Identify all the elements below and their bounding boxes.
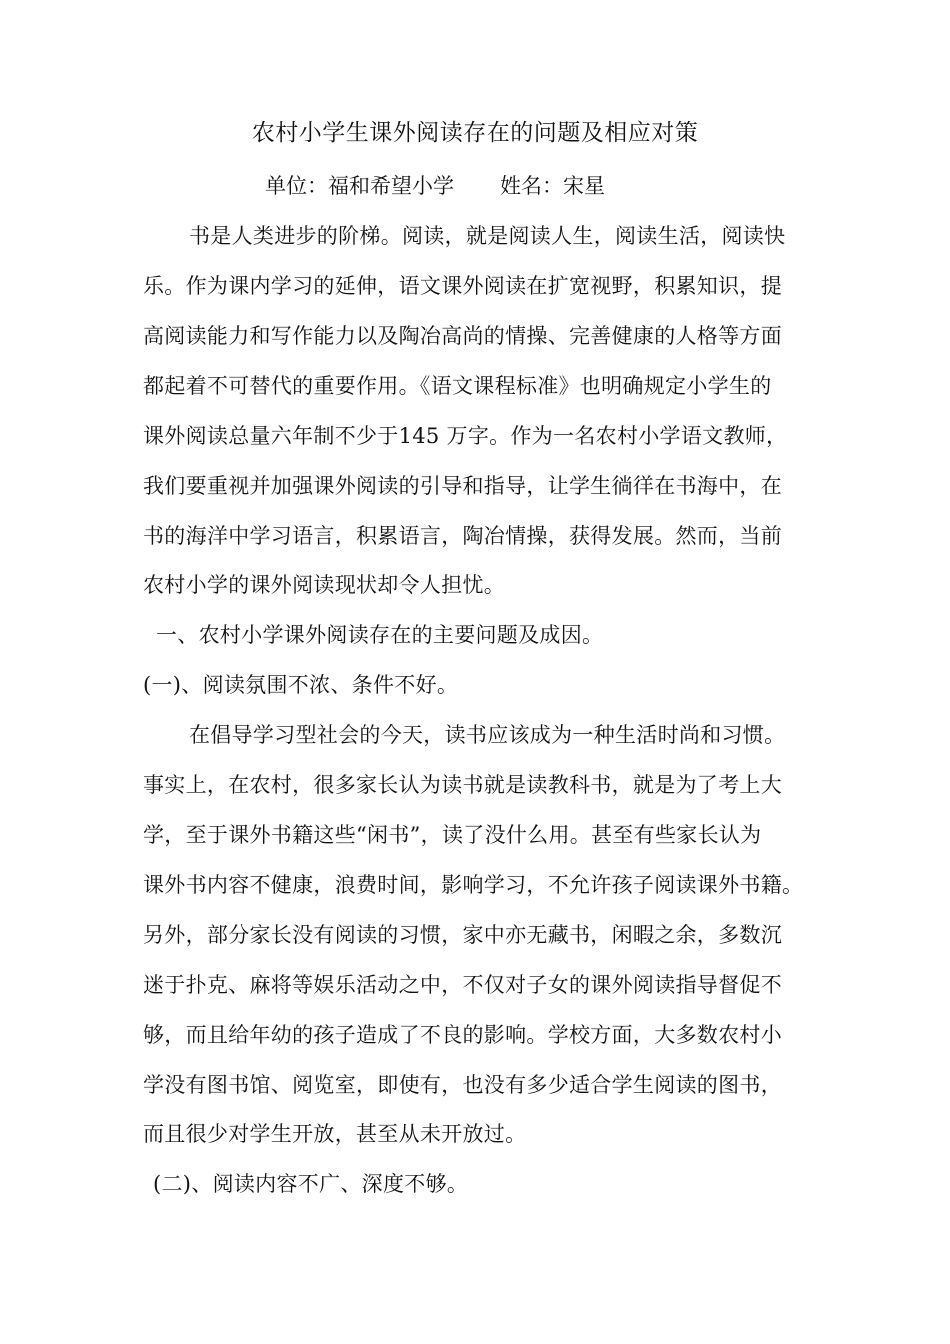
paragraph-line: 事实上，在农村，很多家长认为读书就是读教科书，就是为了考上大 [143, 773, 782, 797]
paragraph-line: 乐。作为课内学习的延伸，语文课外阅读在扩宽视野，积累知识，提 [143, 274, 782, 298]
paragraph-line: 学，至于课外书籍这些“闲书”，读了没什么用。甚至有些家长认为 [143, 823, 762, 847]
paragraph-line: 都起着不可替代的重要作用。《语文课程标准》也明确规定小学生的 [143, 374, 772, 398]
document-title: 农村小学生课外阅读存在的问题及相应对策 [251, 120, 699, 146]
paragraph-line: 书是人类进步的阶梯。阅读，就是阅读人生，阅读生活，阅读快 [189, 224, 786, 248]
subsection-heading: (一)、阅读氛围不浓、条件不好。 [143, 673, 459, 697]
paragraph-line: 另外，部分家长没有阅读的习惯，家中亦无藏书，闲暇之余，多数沉 [143, 923, 782, 947]
section-heading: 一、农村小学课外阅读存在的主要问题及成因。 [156, 623, 604, 647]
author-name-label: 姓名：宋星 [500, 174, 605, 198]
unit-label: 单位：福和希望小学 [265, 174, 454, 198]
paragraph-line: 我们要重视并加强课外阅读的引导和指导，让学生徜徉在书海中，在 [143, 474, 782, 498]
subsection-heading: (二)、阅读内容不广、深度不够。 [153, 1172, 469, 1196]
paragraph-line: 高阅读能力和写作能力以及陶冶高尚的情操、完善健康的人格等方面 [143, 324, 782, 348]
paragraph-line: 在倡导学习型社会的今天，读书应该成为一种生活时尚和习惯。 [189, 723, 786, 747]
paragraph-line: 农村小学的课外阅读现状却令人担忧。 [143, 573, 506, 597]
paragraph-line: 迷于扑克、麻将等娱乐活动之中，不仅对子女的课外阅读指导督促不 [143, 973, 782, 997]
paragraph-line: 书的海洋中学习语言，积累语言，陶冶情操，获得发展。然而，当前 [143, 524, 782, 548]
paragraph-line: 够，而且给年幼的孩子造成了不良的影响。学校方面，大多数农村小 [143, 1023, 782, 1047]
author-byline [265, 170, 605, 202]
paragraph-line: 课外阅读总量六年制不少于145 万字。作为一名农村小学语文教师， [143, 424, 788, 448]
paragraph-line: 课外书内容不健康，浪费时间，影响学习，不允许孩子阅读课外书籍。 [143, 873, 804, 897]
paragraph-line: 而且很少对学生开放，甚至从未开放过。 [143, 1122, 527, 1146]
paragraph-line: 学没有图书馆、阅览室，即使有，也没有多少适合学生阅读的图书， [143, 1073, 782, 1097]
